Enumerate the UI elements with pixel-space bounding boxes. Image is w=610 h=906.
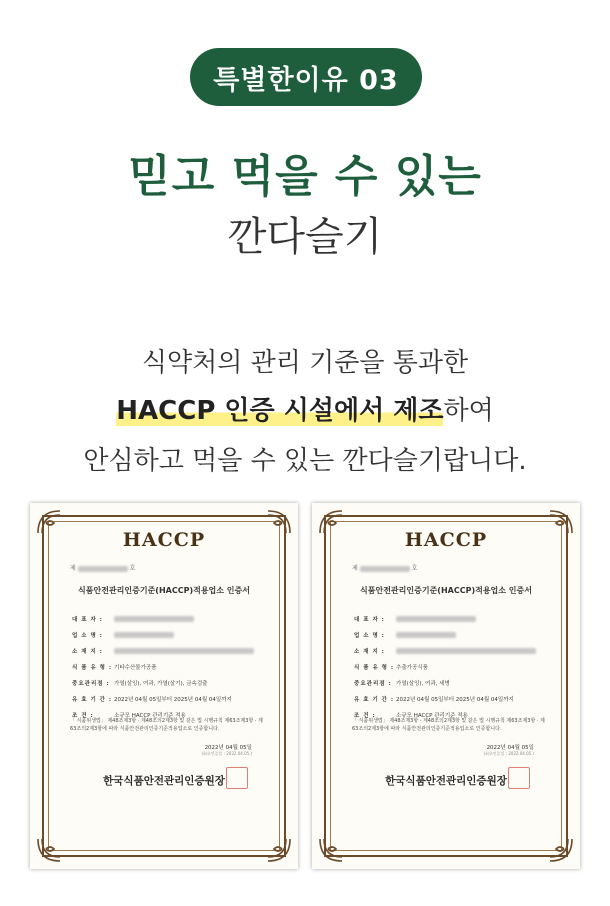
field-food-type: 식 품 유 형 : 기타수산물가공품 [72, 665, 157, 671]
certificate-issuer: 한국식품안전관리인증원장 [385, 775, 507, 787]
field-food-type: 식 품 유 형 : 추출가공식품 [354, 665, 428, 671]
certificate-fields [72, 611, 264, 723]
certificate-legal-note: 「 식품위생법」 제48조제3항 · 제48조의2제3항 및 같은 법 시행규칙 제63조제3항 · 제63조의2제3항에 따라 식품안전관리인증기준적용업소로 인증합니다. [70, 718, 263, 732]
field-business-name: 업 소 명 : [72, 627, 264, 643]
field-ccp: 중요관리점 : 가열(살잉), 여과, 세병 [354, 681, 450, 687]
ornament-icon [266, 837, 292, 863]
certificate-title: HACCP [122, 529, 206, 551]
ornament-icon [548, 837, 574, 863]
certificate-date: 2022년 04월 05일 (최초인증일 : 2022.04.05.) [201, 745, 252, 756]
field-ccp: 중요관리점 : 가열(살잉), 여과, 가열(살기), 금속검출 [72, 681, 208, 687]
certificate-number: 제 호 [70, 565, 136, 572]
ornament-icon [318, 837, 344, 863]
field-condition: 조 건 : 소규모 HACCP 관리기준 적용 [72, 713, 186, 719]
field-validity: 유 효 기 간 : 2022년 04월 05일부터 2025년 04월 04일까지 [72, 697, 232, 703]
headline-secondary: 깐다슬기 [227, 214, 383, 260]
certificate-subtitle: 식품안전관리인증기준(HACCP)적용업소 인증서 [78, 586, 250, 595]
field-condition: 조 건 : 소규모 HACCP 관리기준 적용 [354, 713, 468, 719]
description-highlight: HACCP 인증 시설에서 제조 [116, 396, 444, 426]
certificate-legal-note: 「 식품위생법」 제48조제3항 · 제48조의2제3항 및 같은 법 시행규칙 제63조제3항 · 제63조의2제3항에 따라 식품안전관리인증기준적용업소로 인증합니다. [352, 718, 545, 732]
field-address: 소 재 지 : [72, 643, 264, 659]
certificate-fields [354, 611, 546, 723]
certificate-subtitle: 식품안전관리인증기준(HACCP)적용업소 인증서 [360, 586, 532, 595]
certificate-title: HACCP [404, 529, 488, 551]
field-business-name: 업 소 명 : [354, 627, 546, 643]
certificate-date: 2022년 04월 05일 (최초인증일 : 2022.04.05.) [483, 745, 534, 756]
haccp-certificate-1 [30, 503, 298, 869]
headline-primary: 믿고 먹을 수 있는 [128, 151, 482, 202]
field-representative: 대 표 자 : [354, 611, 546, 627]
description-line-2-rest: 하여 [443, 396, 494, 426]
certificate-number: 제 호 [352, 565, 418, 572]
description-line-1: 식약처의 관리 기준을 통과한 [141, 348, 469, 378]
ornament-icon [36, 837, 62, 863]
field-validity: 유 효 기 간 : 2022년 04월 05일부터 2025년 04월 04일까지 [354, 697, 514, 703]
description-line-2 [0, 390, 610, 427]
certificate-issuer: 한국식품안전관리인증원장 [103, 775, 225, 787]
field-representative: 대 표 자 : [72, 611, 264, 627]
field-address: 소 재 지 : [354, 643, 546, 659]
seal-stamp-icon [226, 767, 248, 789]
haccp-certificate-2 [312, 503, 580, 869]
seal-stamp-icon [508, 767, 530, 789]
reason-badge: 특별한이유 03 [190, 48, 422, 106]
description-line-3: 안심하고 먹을 수 있는 깐다슬기랍니다. [83, 446, 527, 476]
